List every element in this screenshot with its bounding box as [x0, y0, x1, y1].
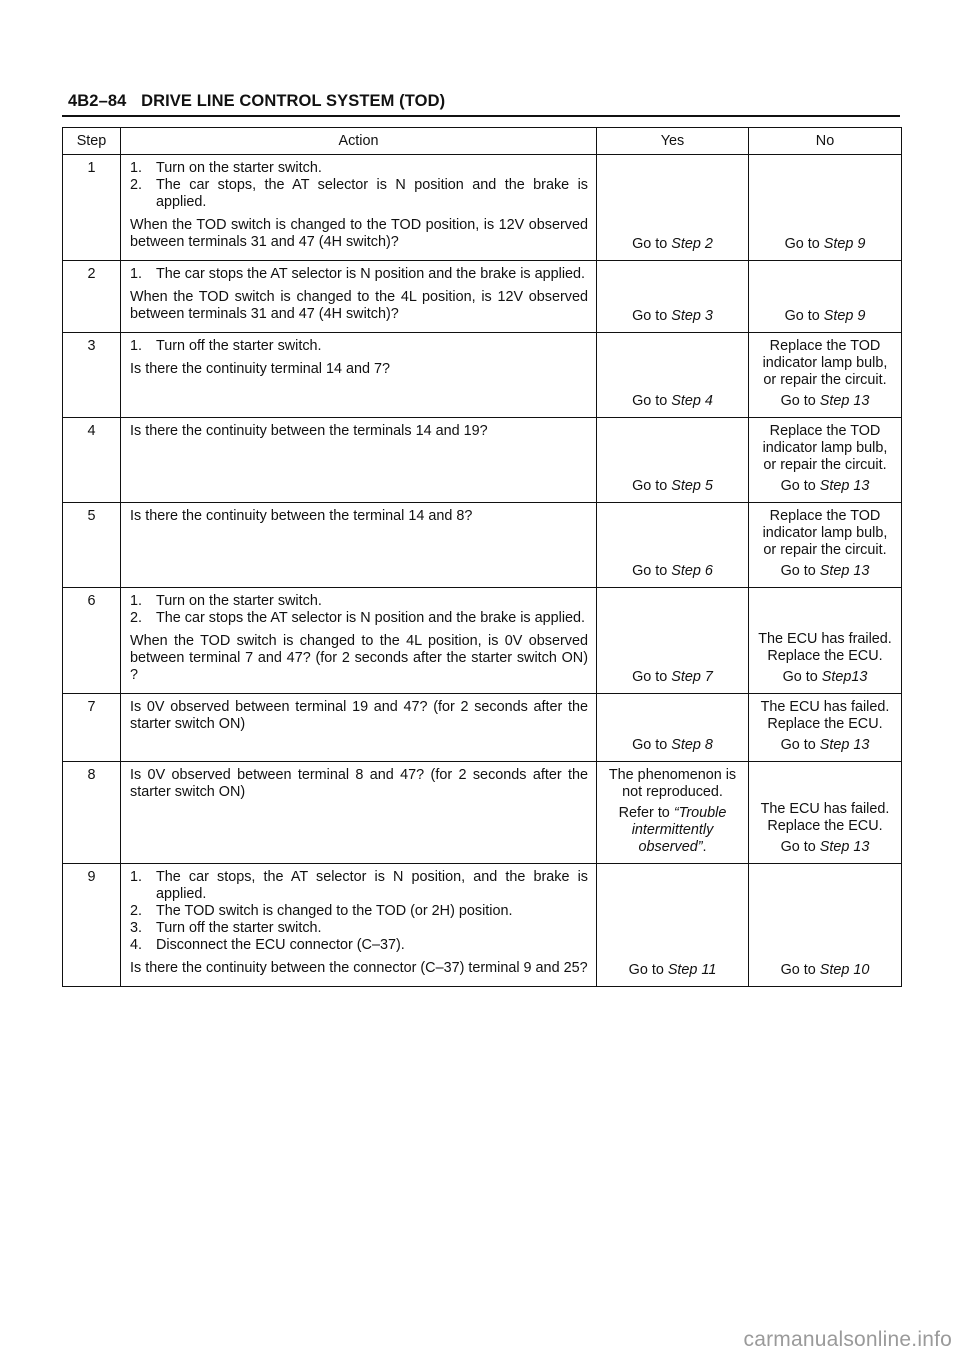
action-step-text: Turn off the starter switch. [156, 920, 322, 936]
action-question: Is there the continuity between the terminal 14 and 8? [130, 508, 473, 524]
result-target: Step 8 [671, 737, 713, 753]
action-step [130, 160, 588, 177]
action-step [130, 869, 588, 903]
result-yes [597, 588, 749, 694]
result-action [757, 563, 893, 580]
result-target: Step 3 [671, 308, 713, 324]
action-step-number: 1. [130, 160, 143, 176]
result-action [605, 737, 740, 754]
action-step-number: 4. [130, 937, 143, 953]
result-suffix: . [702, 839, 707, 855]
result-action-verb: Refer to [618, 805, 670, 821]
action-question: Is there the continuity between the terminals 14 and 19? [130, 423, 488, 439]
header-rule [62, 115, 900, 117]
action-question: When the TOD switch is changed to the 4L position, is 12V observed between terminals 31 and 47 (4H switch)? [130, 289, 588, 322]
result-no [749, 333, 902, 418]
result-yes [597, 333, 749, 418]
action-step-text: Turn on the starter switch. [156, 593, 322, 609]
result-action [605, 478, 740, 495]
result-yes [597, 261, 749, 333]
result-action [757, 308, 893, 325]
page-title: DRIVE LINE CONTROL SYSTEM (TOD) [141, 92, 446, 110]
action-step-text: Disconnect the ECU connector (C–37). [156, 937, 405, 953]
result-action-verb: Go to [780, 563, 816, 579]
result-action [605, 563, 740, 580]
result-target: Step 13 [819, 839, 870, 855]
result-target: “Trouble intermittently observed” [631, 805, 727, 855]
result-action [757, 962, 893, 979]
result-action-verb: Go to [780, 393, 816, 409]
action-step [130, 937, 588, 954]
result-action [757, 839, 893, 856]
result-action-verb: Go to [782, 669, 818, 685]
result-action [605, 962, 740, 979]
step-number: 5 [63, 503, 121, 588]
result-target: Step 13 [819, 737, 870, 753]
action-step-text: Turn on the starter switch. [156, 160, 322, 176]
result-action-verb: Go to [632, 308, 668, 324]
result-action-verb: Go to [784, 236, 820, 252]
action-steps-list [130, 160, 588, 211]
action-step-text: The car stops, the AT selector is N position, and the brake is applied. [156, 869, 588, 902]
result-yes [597, 762, 749, 864]
action-step [130, 610, 588, 627]
result-action [757, 478, 893, 495]
step-number: 6 [63, 588, 121, 694]
result-no [749, 588, 902, 694]
action-step [130, 266, 588, 283]
column-header-action: Action [121, 128, 597, 155]
action-question: Is there the continuity terminal 14 and 7? [130, 361, 390, 377]
result-action-verb: Go to [784, 308, 820, 324]
action-question: Is 0V observed between terminal 19 and 47? (for 2 seconds after the starter switch ON) [130, 699, 588, 732]
action-step-text: The TOD switch is changed to the TOD (or 2H) position. [156, 903, 513, 919]
result-action [605, 308, 740, 325]
result-action-verb: Go to [632, 478, 668, 494]
result-action [605, 236, 740, 253]
result-description: The phenomenon is not reproduced. [608, 767, 737, 800]
result-no [749, 261, 902, 333]
result-target: Step 11 [667, 962, 717, 978]
result-yes [597, 864, 749, 987]
result-action [757, 236, 893, 253]
step-number: 9 [63, 864, 121, 987]
action-steps-list [130, 338, 588, 355]
result-description: Replace the TOD indicator lamp bulb, or repair the circuit. [762, 508, 888, 558]
result-action-verb: Go to [632, 669, 668, 685]
action-step [130, 903, 588, 920]
action-question: Is there the continuity between the connector (C–37) terminal 9 and 25? [130, 960, 588, 976]
result-action-verb: Go to [632, 236, 668, 252]
table-row [63, 864, 902, 987]
result-target: Step 4 [671, 393, 713, 409]
result-action-verb: Go to [780, 962, 816, 978]
result-action [757, 737, 893, 754]
table-row [63, 333, 902, 418]
step-number: 4 [63, 418, 121, 503]
action-step-number: 1. [130, 266, 143, 282]
action-step-text: The car stops, the AT selector is N position and the brake is applied. [156, 177, 588, 210]
result-description: The ECU has failed. Replace the ECU. [760, 699, 890, 732]
table-row [63, 588, 902, 694]
action-step-text: The car stops the AT selector is N position and the brake is applied. [156, 610, 586, 626]
result-target: Step 7 [671, 669, 713, 685]
action-step-number: 1. [130, 869, 143, 885]
action-steps-list [130, 593, 588, 627]
action-step-text: Turn off the starter switch. [156, 338, 322, 354]
result-action [605, 393, 740, 410]
page-code: 4B2–84 [68, 92, 127, 110]
action-step-text: The car stops the AT selector is N position and the brake is applied. [156, 266, 586, 282]
result-action-verb: Go to [780, 737, 816, 753]
action-cell [121, 588, 597, 694]
action-step-number: 1. [130, 593, 143, 609]
result-yes [597, 155, 749, 261]
result-target: Step13 [821, 669, 868, 685]
table-row [63, 762, 902, 864]
result-no [749, 762, 902, 864]
result-yes [597, 503, 749, 588]
result-no [749, 155, 902, 261]
table-header-row [63, 128, 902, 155]
page-header [68, 92, 900, 111]
result-target: Step 6 [671, 563, 713, 579]
watermark: carmanualsonline.info [743, 1328, 952, 1351]
diagnostic-table [62, 127, 902, 987]
result-action-verb: Go to [632, 737, 668, 753]
action-question: Is 0V observed between terminal 8 and 47? (for 2 seconds after the starter switch ON) [130, 767, 588, 800]
action-step-number: 3. [130, 920, 143, 936]
action-cell [121, 261, 597, 333]
result-description: Replace the TOD indicator lamp bulb, or repair the circuit. [762, 338, 888, 388]
result-action-verb: Go to [780, 839, 816, 855]
table-row [63, 418, 902, 503]
action-step [130, 593, 588, 610]
result-action-verb: Go to [632, 563, 668, 579]
result-action [757, 669, 893, 686]
result-description: The ECU has frailed. Replace the ECU. [758, 631, 892, 664]
action-cell [121, 155, 597, 261]
action-step-number: 2. [130, 903, 143, 919]
action-step-number: 2. [130, 177, 143, 193]
result-action [605, 669, 740, 686]
result-description: The ECU has failed. Replace the ECU. [760, 801, 890, 834]
action-cell [121, 418, 597, 503]
result-no [749, 694, 902, 762]
action-cell [121, 694, 597, 762]
step-number: 1 [63, 155, 121, 261]
result-description: Replace the TOD indicator lamp bulb, or repair the circuit. [762, 423, 888, 473]
action-step-number: 2. [130, 610, 143, 626]
action-cell [121, 864, 597, 987]
result-action [757, 393, 893, 410]
column-header-yes: Yes [597, 128, 749, 155]
result-target: Step 13 [819, 563, 870, 579]
result-action-verb: Go to [628, 962, 664, 978]
step-number: 7 [63, 694, 121, 762]
action-step [130, 177, 588, 211]
step-number: 3 [63, 333, 121, 418]
step-number: 8 [63, 762, 121, 864]
action-question: When the TOD switch is changed to the 4L position, is 0V observed between terminal 7 and 47? (for 2 seconds after the starter switch ON) ? [130, 633, 588, 683]
column-header-no: No [749, 128, 902, 155]
column-header-step: Step [63, 128, 121, 155]
result-target: Step 9 [823, 308, 866, 324]
action-steps-list [130, 266, 588, 283]
result-target: Step 13 [819, 393, 870, 409]
action-steps-list [130, 869, 588, 954]
step-number: 2 [63, 261, 121, 333]
result-action-verb: Go to [780, 478, 816, 494]
result-target: Step 5 [671, 478, 713, 494]
result-yes [597, 418, 749, 503]
result-target: Step 10 [819, 962, 870, 978]
table-row [63, 155, 902, 261]
result-yes [597, 694, 749, 762]
table-body [63, 155, 902, 987]
action-cell [121, 503, 597, 588]
result-no [749, 864, 902, 987]
action-step-number: 1. [130, 338, 143, 354]
action-step [130, 920, 588, 937]
result-no [749, 503, 902, 588]
action-question: When the TOD switch is changed to the TOD position, is 12V observed between terminals 31 and 47 (4H switch)? [130, 217, 588, 250]
action-step [130, 338, 588, 355]
result-no [749, 418, 902, 503]
result-target: Step 13 [819, 478, 870, 494]
table-row [63, 694, 902, 762]
result-action [605, 805, 740, 856]
result-target: Step 2 [671, 236, 713, 252]
action-cell [121, 762, 597, 864]
result-action-verb: Go to [632, 393, 668, 409]
action-cell [121, 333, 597, 418]
table-row [63, 261, 902, 333]
result-target: Step 9 [823, 236, 866, 252]
table-row [63, 503, 902, 588]
